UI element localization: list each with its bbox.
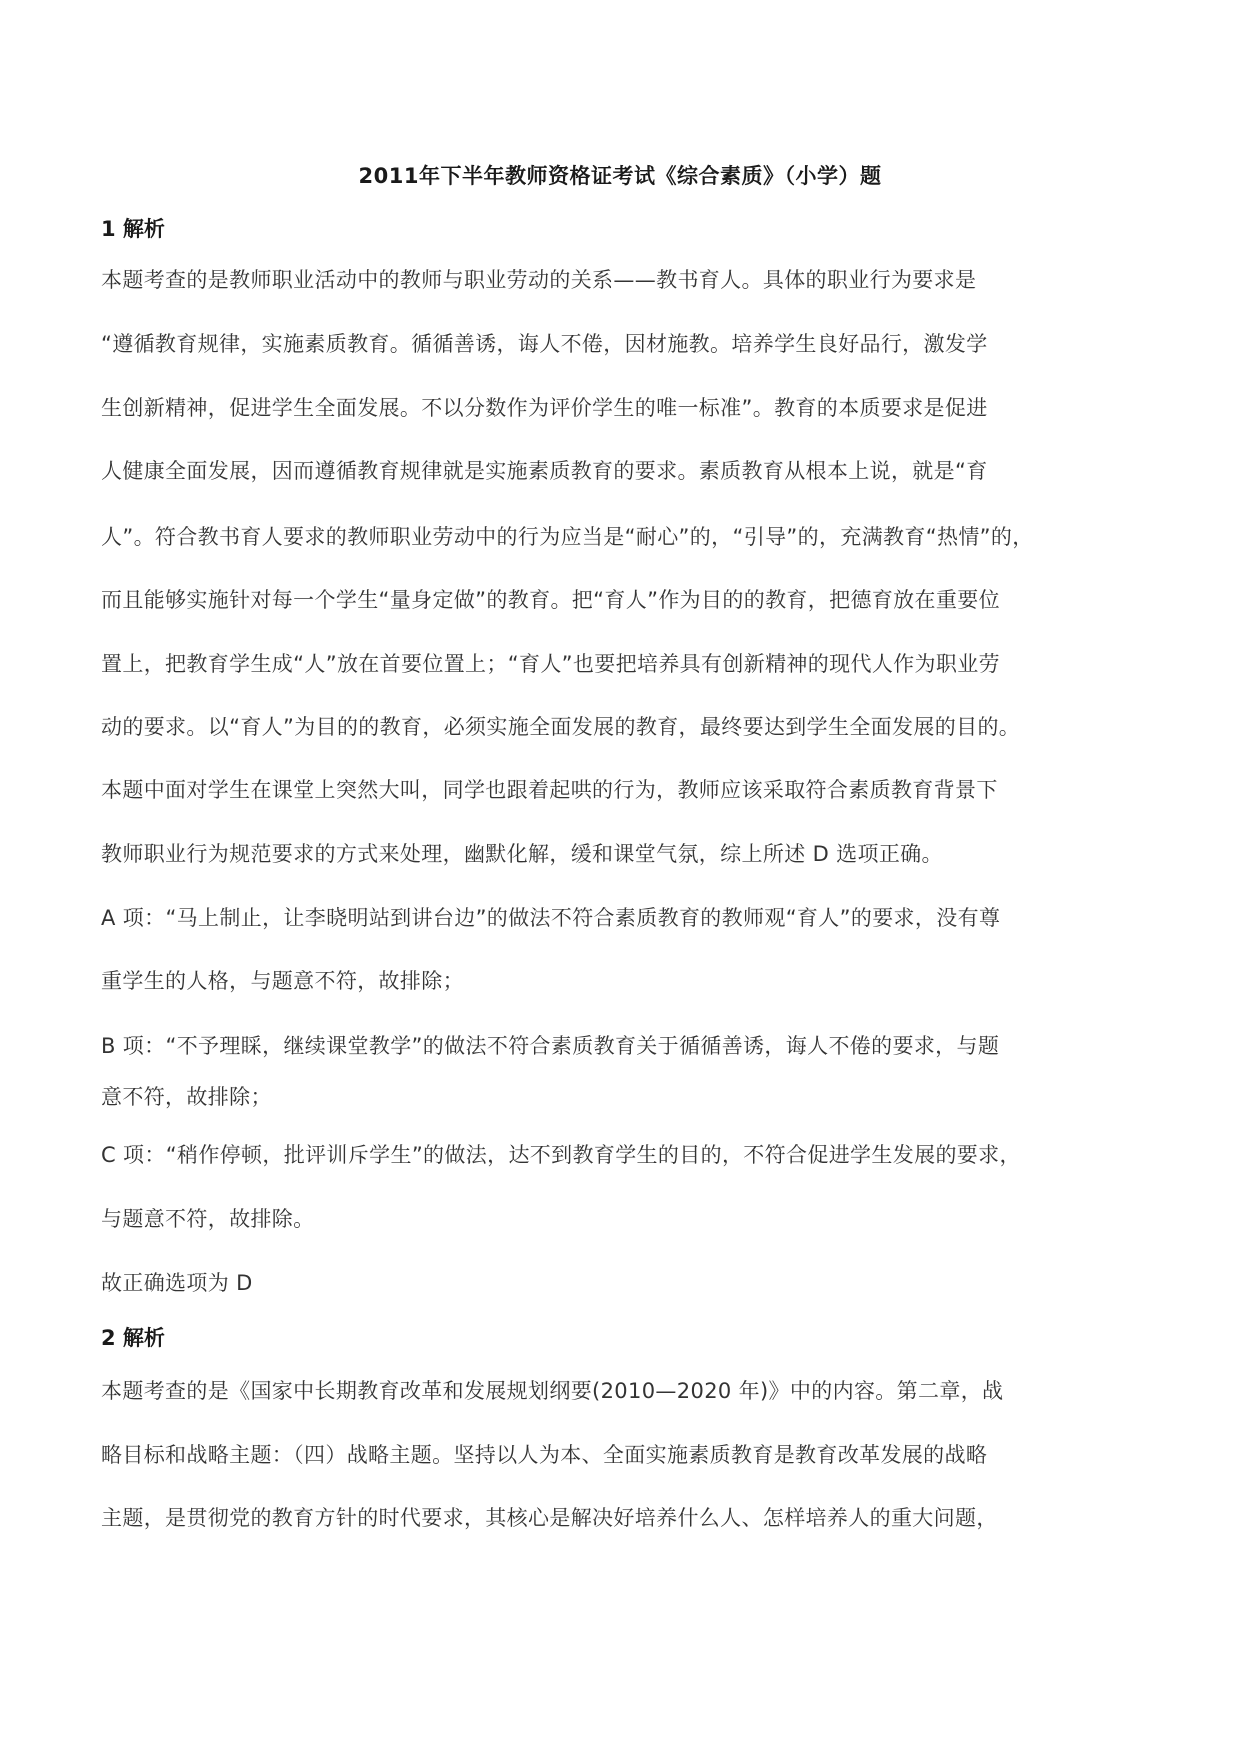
paragraph-line: 人健康全面发展，因而遵循教育规律就是实施素质教育的要求。素质教育从根本上说，就是“育	[101, 459, 988, 483]
paragraph-line: 主题，是贯彻党的教育方针的时代要求，其核心是解决好培养什么人、怎样培养人的重大问题，	[101, 1506, 998, 1530]
paragraph-line: 置上，把教育学生成“人”放在首要位置上；“育人”也要把培养具有创新精神的现代人作为职业劳	[101, 652, 1000, 676]
option-a-line: 重学生的人格，与题意不符，故排除；	[101, 969, 464, 993]
paragraph-line: “遵循教育规律，实施素质教育。循循善诱，诲人不倦，因材施教。培养学生良好品行，激发学	[101, 332, 988, 356]
paragraph-line: 人”。符合教书育人要求的教师职业劳动中的行为应当是“耐心”的，“引导”的，充满教育“热情”的，	[101, 525, 1034, 549]
option-c-line: C 项：“稍作停顿，批评训斥学生”的做法，达不到教育学生的目的，不符合促进学生发展的要求，	[101, 1143, 1021, 1167]
option-b-line: B 项：“不予理睬，继续课堂教学”的做法不符合素质教育关于循循善诱，诲人不倦的要求，与题	[101, 1034, 1000, 1058]
paragraph-line: 生创新精神，促进学生全面发展。不以分数作为评价学生的唯一标准”。教育的本质要求是促进	[101, 396, 988, 420]
paragraph-line: 本题中面对学生在课堂上突然大叫，同学也跟着起哄的行为，教师应该采取符合素质教育背景下	[101, 778, 998, 802]
option-a-line: A 项：“马上制止，让李晓明站到讲台边”的做法不符合素质教育的教师观“育人”的要求，没有尊	[101, 906, 1001, 930]
paragraph-line: 本题考查的是《国家中长期教育改革和发展规划纲要(2010—2020 年)》中的内容。第二章，战	[101, 1379, 1004, 1403]
paragraph-line: 本题考查的是教师职业活动中的教师与职业劳动的关系——教书育人。具体的职业行为要求是	[101, 268, 977, 292]
paragraph-line: 略目标和战略主题：（四）战略主题。坚持以人为本、全面实施素质教育是教育改革发展的战略	[101, 1443, 988, 1467]
option-c-line: 与题意不符，故排除。	[101, 1207, 315, 1231]
section-1-heading: 1 解析	[101, 217, 165, 241]
paragraph-line: 动的要求。以“育人”为目的的教育，必须实施全面发展的教育，最终要达到学生全面发展的目的。	[101, 715, 1021, 739]
option-b-line: 意不符，故排除；	[101, 1085, 272, 1109]
answer-line: 故正确选项为 D	[101, 1271, 253, 1295]
paragraph-line: 而且能够实施针对每一个学生“量身定做”的教育。把“育人”作为目的的教育，把德育放在重要位	[101, 588, 1000, 612]
section-2-heading: 2 解析	[101, 1326, 165, 1350]
paragraph-line: 教师职业行为规范要求的方式来处理，幽默化解，缓和课堂气氛，综上所述 D 选项正确。	[101, 842, 943, 866]
document-title: 2011年下半年教师资格证考试《综合素质》（小学）题	[358, 164, 882, 188]
